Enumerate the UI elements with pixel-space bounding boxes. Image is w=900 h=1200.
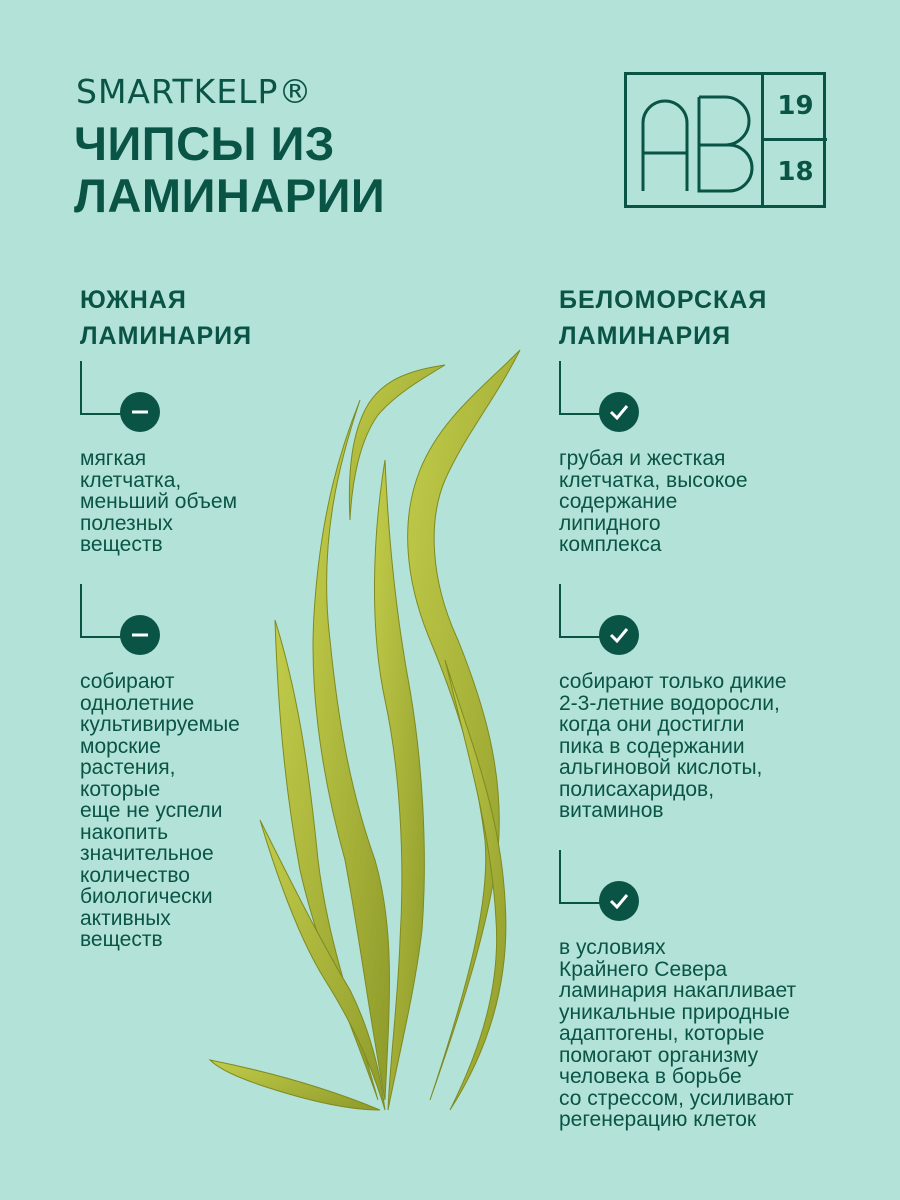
logo-divider-horizontal [761,138,827,141]
right-item-2-text: собирают только дикие 2-3-летние водоросли, когда они достигли пика в содержании альгиновой кислоты, полисахаридов, витаминов [559,670,787,822]
right-bracket-2 [559,584,605,638]
right-heading [559,282,767,354]
logo-number-bottom: 18 [777,157,814,187]
check-icon [599,615,639,655]
left-heading-line-1: ЮЖНАЯ [80,286,187,314]
check-icon [599,392,639,432]
right-heading-line-1: БЕЛОМОРСКАЯ [559,286,768,314]
left-bracket-1 [80,361,126,415]
check-icon [599,881,639,921]
minus-icon [120,392,160,432]
ab-1918-logo [624,72,826,208]
page-title [74,118,385,222]
ab-letters-logo-icon [637,83,759,199]
left-item-2-text: собирают однолетние культивируемые морские растения, которые еще не успели накопить значительное количество биологически активных веществ [80,670,240,951]
right-item-1-text: грубая и жесткая клетчатка, высокое содержание липидного комплекса [559,447,748,556]
left-bracket-2 [80,584,126,638]
kelp-illustration [200,340,540,1130]
left-item-1-text: мягкая клетчатка, меньший объем полезных веществ [80,447,238,556]
right-bracket-3 [559,850,605,904]
minus-icon [120,615,160,655]
left-heading-line-2: ЛАМИНАРИЯ [80,322,253,350]
right-heading-line-2: ЛАМИНАРИЯ [559,322,732,350]
right-bracket-1 [559,361,605,415]
brand-name: SMARTKELP® [76,72,313,111]
title-line-2: ЛАМИНАРИИ [74,169,386,222]
logo-number-top: 19 [777,91,814,121]
title-line-1: ЧИПСЫ ИЗ [74,117,335,170]
right-item-3-text: в условиях Крайнего Севера ламинария накапливает уникальные природные адаптогены, которые помогают организму человека в борьбе со стрессом, усиливают регенерацию клеток [559,936,797,1131]
